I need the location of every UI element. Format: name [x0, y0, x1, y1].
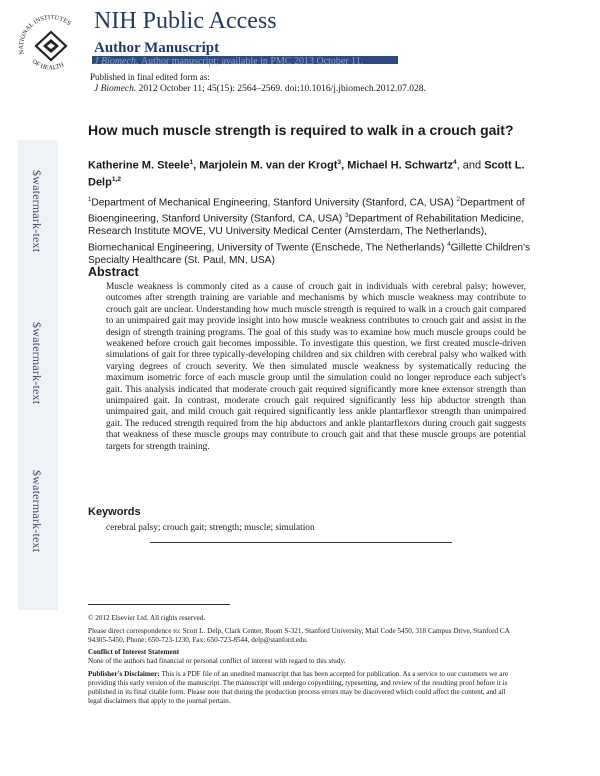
author-manuscript-label: Author Manuscript — [94, 40, 220, 56]
conflict-note: None of the authors had financial or personal conflict of interest with regard to this study. — [88, 657, 346, 665]
availability-note: J Biomech. Author manuscript; available in PMC 2013 October 11. — [94, 56, 364, 67]
author-name: Scott L. Delp — [88, 159, 525, 189]
nih-seal-logo — [14, 10, 88, 72]
footnote-divider — [88, 604, 230, 605]
correspondence-note: Please direct correspondence to: Scott L. Delp, Clark Center, Room S-321, Stanford University, Mail Code 5450, 318 Campus Drive, Stanford CA 94305-5450, Phone: 650-723-1230, Fax: 650-723-8544, delp@stanford.edu. — [88, 627, 510, 644]
author-name: Marjolein M. van der Krogt — [199, 159, 338, 172]
citation: J Biomech. 2012 October 11; 45(15): 2564–2569. doi:10.1016/j.jbiomech.2012.07.028. — [94, 84, 426, 94]
svg-text:OF HEALTH — [31, 58, 66, 71]
keywords-text: cerebral palsy; crouch gait; strength; muscle; simulation — [106, 523, 315, 533]
abstract-heading: Abstract — [88, 265, 139, 279]
published-label: Published in final edited form as: — [90, 72, 210, 82]
watermark-text: $watermark-text — [30, 170, 44, 253]
author-name: Michael H. Schwartz — [347, 159, 453, 172]
conflict-heading: Conflict of Interest Statement — [88, 648, 180, 656]
affiliations: $^1$Department of Mechanical Engineering, Stanford University (Stanford, CA, USA) $^2$Department of Bioengineering, Stanford University (Stanford, CA, USA) $^3$Department of Rehabilitation Medicine, Research Institute MOVE, VU University Medical Center (Amsterdam, The Netherlands), Biomechanical Engineering, University of Twente (Enschede, The Netherlands) $^4$Gillette Children's Specialty Healthcare (St. Paul, MN, USA) — [88, 196, 531, 266]
keywords-divider — [150, 542, 452, 543]
watermark-text: $watermark-text — [30, 470, 44, 553]
seal-emblem-icon — [36, 32, 66, 60]
watermark-sidebar — [0, 0, 78, 776]
author-name: Katherine M. Steele — [88, 159, 190, 172]
copyright-note: © 2012 Elsevier Ltd. All rights reserved. — [88, 614, 206, 622]
keywords-heading: Keywords — [88, 506, 141, 518]
watermark-text: $watermark-text — [30, 322, 44, 405]
nih-public-access-title: NIH Public Access — [94, 8, 277, 34]
seal-text-top: NATIONAL INSTITUTES — [18, 14, 72, 55]
author-list: Katherine M. Steele$^1$, Marjolein M. van der Krogt$^3$, Michael H. Schwartz$^4$, and Scott L. Delp$^{1,2}$ — [88, 159, 525, 189]
seal-text-bottom: OF HEALTH — [30, 58, 66, 72]
publisher-disclaimer: Publisher's Disclaimer: This is a PDF file of an unedited manuscript that has been accepted for publication. As a service to our customers we are providing this early version of the manuscript. The manuscript will undergo copyediting, typesetting, and review of the resulting proof before it is published in its final citable form. Please note that during the production process errors may be discovered which could affect the content, and all legal disclaimers that apply to the journal pertain. — [88, 670, 509, 705]
article-title: How much muscle strength is required to walk in a crouch gait? — [88, 122, 514, 138]
abstract-text: Muscle weakness is commonly cited as a cause of crouch gait in individuals with cerebral palsy; however, outcomes after strength training are variable and mechanisms by which muscle weakness may contribute to crouch gait are unclear. Understanding how much muscle strength is required to walk in a crouch gait compared to an unimpaired gait may provide insight into how muscle weakness contributes to crouch gait and assist in the design of strength training programs. The goal of this study was to examine how much muscle groups could be weakened before crouch gait becomes impossible. To investigate this question, we first created muscle-driven simulations of gait for three typically-developing children and six children with cerebral palsy who walked with varying degrees of crouch severity. We then simulated muscle weakness by systematically reducing the maximum isometric force of each muscle group until the simulation could no longer reproduce each subject's gait. This analysis indicated that moderate crouch gait required significantly more knee extensor strength than unimpaired gait. In contrast, moderate crouch gait required significantly less hip abductor strength than unimpaired gait, and mild crouch gait required significantly less ankle plantarflexor strength than unimpaired gait. The reduced strength required from the hip abductors and ankle plantarflexors during crouch gait suggests that weakness of these muscle groups may contribute to crouch gait and that these muscle groups are potential targets for strength training. — [106, 282, 526, 452]
